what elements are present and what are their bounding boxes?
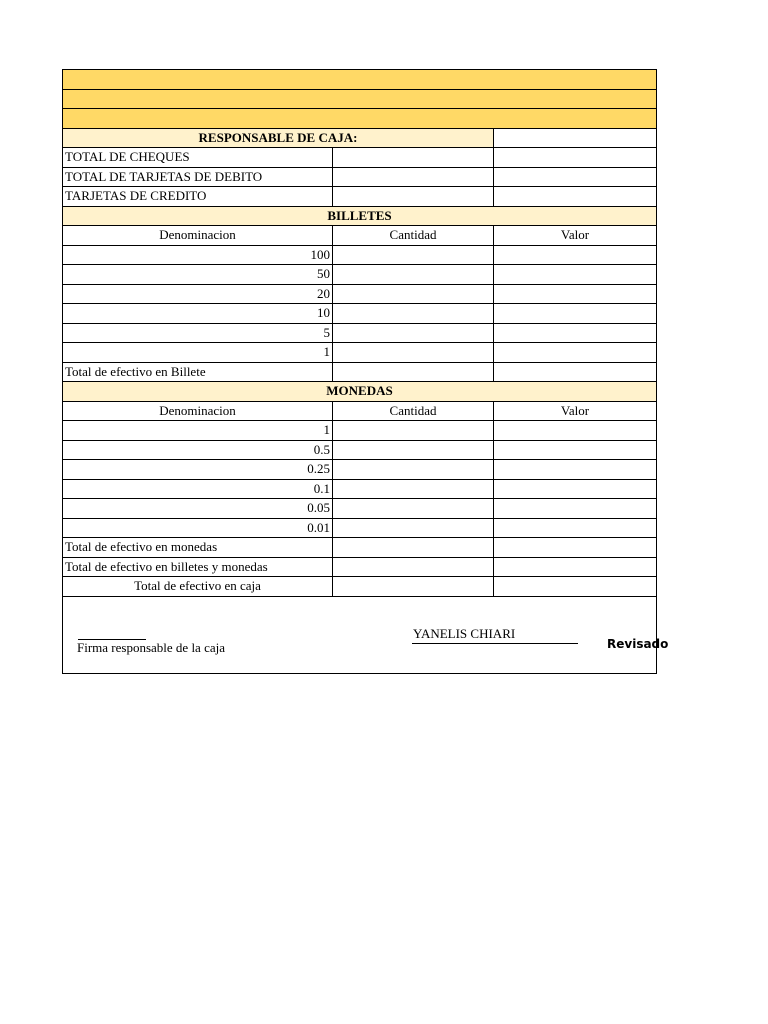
billete-cantidad[interactable] <box>333 284 494 304</box>
header-band-1 <box>63 70 657 90</box>
moneda-denominacion: 0.05 <box>63 499 333 519</box>
billetes-title-row <box>63 206 657 226</box>
total-billetes-monedas-row <box>63 557 657 577</box>
billete-valor[interactable] <box>494 304 657 324</box>
reviewer-name: YANELIS CHIARI <box>413 625 516 641</box>
tarjetas-credito-valor[interactable] <box>494 187 657 207</box>
billete-denominacion: 20 <box>63 284 333 304</box>
moneda-cantidad[interactable] <box>333 518 494 538</box>
moneda-valor[interactable] <box>494 440 657 460</box>
reviewer-name-line <box>412 643 578 644</box>
signature-cell <box>63 596 669 673</box>
header-band-3 <box>63 109 657 129</box>
monedas-total-label: Total de efectivo en monedas <box>63 538 333 558</box>
billetes-header-row <box>63 226 657 246</box>
moneda-cantidad[interactable] <box>333 499 494 519</box>
tarjetas-credito-row <box>63 187 657 207</box>
monedas-total-valor[interactable] <box>494 538 657 558</box>
billete-row-50 <box>63 265 657 285</box>
responsable-label: RESPONSABLE DE CAJA: <box>63 128 494 148</box>
monedas-col-cantidad: Cantidad <box>333 401 494 421</box>
total-debito-row <box>63 167 657 187</box>
moneda-row-0.01 <box>63 518 657 538</box>
moneda-row-1 <box>63 421 657 441</box>
total-debito-valor[interactable] <box>494 167 657 187</box>
billetes-total-row <box>63 362 657 382</box>
billete-denominacion: 100 <box>63 245 333 265</box>
tarjetas-credito-cantidad[interactable] <box>333 187 494 207</box>
tarjetas-credito-label: TARJETAS DE CREDITO <box>63 187 333 207</box>
billetes-col-denominacion: Denominacion <box>63 226 333 246</box>
total-cheques-cantidad[interactable] <box>333 148 494 168</box>
total-caja-row <box>63 577 657 597</box>
total-billetes-monedas-cantidad[interactable] <box>333 557 494 577</box>
total-cheques-row <box>63 148 657 168</box>
moneda-cantidad[interactable] <box>333 479 494 499</box>
billete-denominacion: 1 <box>63 343 333 363</box>
billete-valor[interactable] <box>494 245 657 265</box>
total-caja-cantidad[interactable] <box>333 577 494 597</box>
moneda-row-0.1 <box>63 479 657 499</box>
signature-row <box>63 596 657 673</box>
billete-cantidad[interactable] <box>333 343 494 363</box>
signature-area <box>65 597 669 673</box>
billete-denominacion: 50 <box>63 265 333 285</box>
billete-valor[interactable] <box>494 323 657 343</box>
moneda-cantidad[interactable] <box>333 460 494 480</box>
billete-cantidad[interactable] <box>333 304 494 324</box>
billete-valor[interactable] <box>494 284 657 304</box>
total-billetes-monedas-valor[interactable] <box>494 557 657 577</box>
billete-denominacion: 10 <box>63 304 333 324</box>
moneda-denominacion: 0.01 <box>63 518 333 538</box>
signature-label: Firma responsable de la caja <box>77 639 225 655</box>
monedas-col-denominacion: Denominacion <box>63 401 333 421</box>
billete-valor[interactable] <box>494 343 657 363</box>
total-caja-label: Total de efectivo en caja <box>63 577 333 597</box>
monedas-total-cantidad[interactable] <box>333 538 494 558</box>
moneda-valor[interactable] <box>494 479 657 499</box>
total-billetes-monedas-label: Total de efectivo en billetes y monedas <box>63 557 333 577</box>
total-debito-cantidad[interactable] <box>333 167 494 187</box>
billete-cantidad[interactable] <box>333 323 494 343</box>
billete-cantidad[interactable] <box>333 265 494 285</box>
billete-valor[interactable] <box>494 265 657 285</box>
billetes-total-cantidad[interactable] <box>333 362 494 382</box>
moneda-valor[interactable] <box>494 460 657 480</box>
moneda-denominacion: 0.1 <box>63 479 333 499</box>
revisado-label: Revisado <box>607 636 669 651</box>
moneda-cantidad[interactable] <box>333 421 494 441</box>
monedas-title-row <box>63 382 657 402</box>
billete-row-20 <box>63 284 657 304</box>
monedas-header-row <box>63 401 657 421</box>
billete-row-100 <box>63 245 657 265</box>
billetes-total-valor[interactable] <box>494 362 657 382</box>
moneda-cantidad[interactable] <box>333 440 494 460</box>
moneda-valor[interactable] <box>494 421 657 441</box>
billete-row-1 <box>63 343 657 363</box>
monedas-title: MONEDAS <box>63 382 657 402</box>
total-caja-valor[interactable] <box>494 577 657 597</box>
billetes-col-valor: Valor <box>494 226 657 246</box>
billete-row-10 <box>63 304 657 324</box>
billete-cantidad[interactable] <box>333 245 494 265</box>
total-cheques-valor[interactable] <box>494 148 657 168</box>
billetes-col-cantidad: Cantidad <box>333 226 494 246</box>
total-cheques-label: TOTAL DE CHEQUES <box>63 148 333 168</box>
monedas-col-valor: Valor <box>494 401 657 421</box>
moneda-denominacion: 0.5 <box>63 440 333 460</box>
billete-row-5 <box>63 323 657 343</box>
moneda-denominacion: 1 <box>63 421 333 441</box>
moneda-row-0.25 <box>63 460 657 480</box>
responsable-value-cell[interactable] <box>494 128 657 148</box>
moneda-row-0.5 <box>63 440 657 460</box>
moneda-valor[interactable] <box>494 518 657 538</box>
cash-count-sheet <box>62 69 669 674</box>
monedas-total-row <box>63 538 657 558</box>
billetes-title: BILLETES <box>63 206 657 226</box>
billete-denominacion: 5 <box>63 323 333 343</box>
moneda-valor[interactable] <box>494 499 657 519</box>
moneda-row-0.05 <box>63 499 657 519</box>
billetes-total-label: Total de efectivo en Billete <box>63 362 333 382</box>
moneda-denominacion: 0.25 <box>63 460 333 480</box>
total-debito-label: TOTAL DE TARJETAS DE DEBITO <box>63 167 333 187</box>
responsable-row <box>63 128 657 148</box>
header-band-2 <box>63 89 657 109</box>
